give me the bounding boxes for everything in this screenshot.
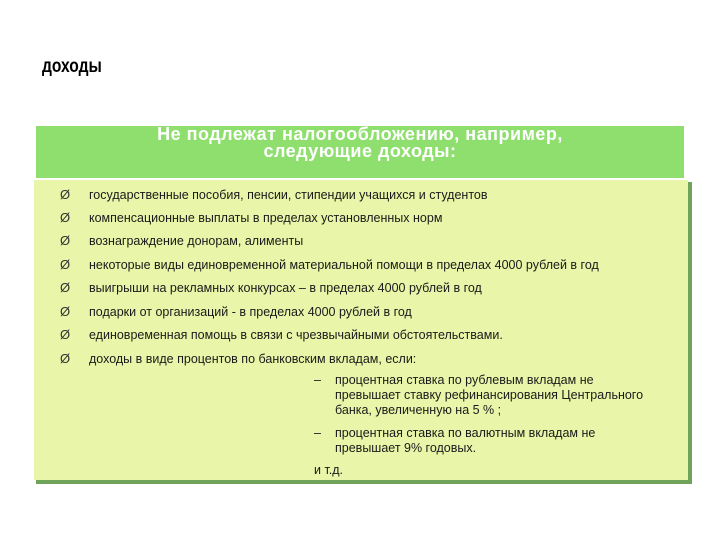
header-text: [36, 126, 684, 160]
sub-item-text: [335, 373, 695, 418]
list-item: [60, 352, 416, 366]
sub-item-line: превышает ставку рефинансирования Центрального: [335, 388, 644, 402]
arrow-bullet-icon: Ø: [60, 351, 71, 366]
list-item-text: государственные пособия, пенсии, стипендии учащихся и студентов: [89, 188, 488, 202]
dash-bullet: –: [314, 373, 321, 387]
sub-item-line: превышает 9% годовых.: [335, 441, 477, 455]
sub-item-line: процентная ставка по рублевым вкладам не: [335, 373, 594, 387]
header-band: [36, 126, 684, 178]
list-item: [60, 328, 503, 342]
arrow-bullet-icon: Ø: [60, 257, 71, 272]
arrow-bullet-icon: Ø: [60, 304, 71, 319]
list-item-text: некоторые виды единовременной материальной помощи в пределах 4000 рублей в год: [89, 258, 599, 272]
list-item-text: подарки от организаций - в пределах 4000 рублей в год: [89, 305, 412, 319]
header-line-1: Не подлежат налогообложению, например,: [157, 124, 563, 144]
dash-bullet: –: [314, 426, 321, 440]
list-item: [60, 188, 488, 202]
page-title: доходы: [42, 56, 102, 77]
header-line-2: следующие доходы:: [263, 141, 457, 161]
etc-text: и т.д.: [314, 463, 344, 477]
sub-item-text: [335, 426, 695, 456]
content-box: [34, 180, 688, 480]
list-item-text: вознаграждение донорам, алименты: [89, 234, 304, 248]
list-item: [60, 305, 412, 319]
list-item-text: выигрыши на рекламных конкурсах – в пределах 4000 рублей в год: [89, 281, 482, 295]
sub-item-line: процентная ставка по валютным вкладам не: [335, 426, 596, 440]
arrow-bullet-icon: Ø: [60, 233, 71, 248]
list-item-text: компенсационные выплаты в пределах установленных норм: [89, 211, 443, 225]
list-item-text: единовременная помощь в связи с чрезвычайными обстоятельствами.: [89, 328, 503, 342]
sub-item-line: банка, увеличенную на 5 % ;: [335, 403, 502, 417]
arrow-bullet-icon: Ø: [60, 280, 71, 295]
arrow-bullet-icon: Ø: [60, 210, 71, 225]
list-item: [60, 258, 599, 272]
arrow-bullet-icon: Ø: [60, 187, 71, 202]
list-item: [60, 234, 303, 248]
list-item: [60, 211, 442, 225]
arrow-bullet-icon: Ø: [60, 327, 71, 342]
list-item-text: доходы в виде процентов по банковским вкладам, если:: [89, 352, 417, 366]
list-item: [60, 281, 482, 295]
